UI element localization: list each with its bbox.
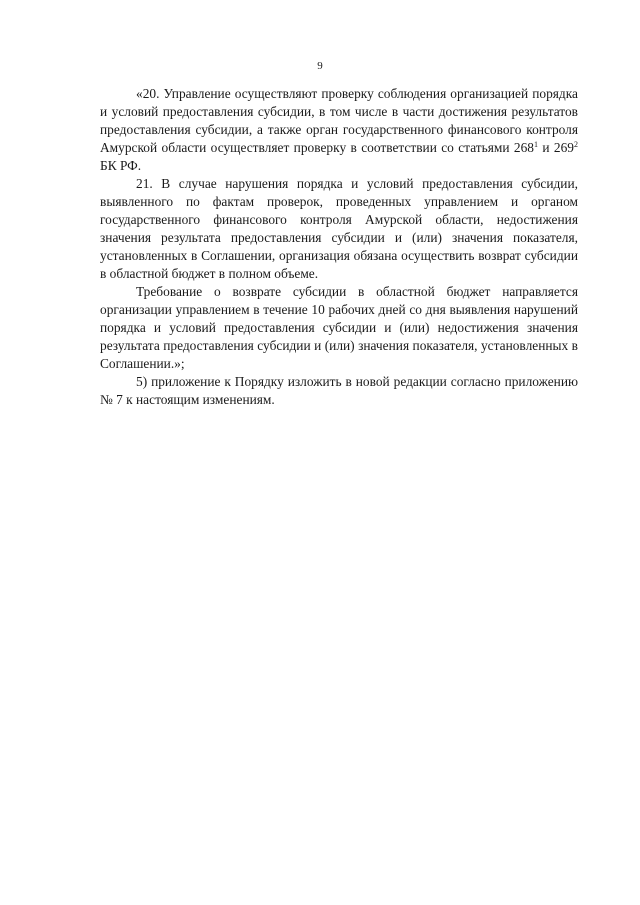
paragraph-item-5: 5) приложение к Порядку изложить в новой редакции согласно приложению № 7 к настоящим изменениям. [100, 374, 578, 407]
paragraph-20-text: «20. Управление осуществляют проверку соблюдения организацией порядка и условий предоставления субсидии, в том числе в части достижения результатов предоставления субсидии, а также орган государственного финансового контроля Амурской области осуществляет проверку в соответствии со статьями 268 [100, 86, 578, 155]
article-268-superscript: 1 [534, 140, 539, 149]
paragraph-20-text-end: БК РФ. [100, 158, 142, 173]
paragraph-21: 21. В случае нарушения порядка и условий предоставления субсидии, выявленного по фактам проверок, проведенных управлением и органом государственного финансового контроля Амурской области, недостижения значения результата предоставления субсидии и (или) значения показателя, установленных в Соглашении, организация обязана осуществить возврат субсидии в областной бюджет в полном объеме. [100, 176, 578, 281]
document-body [100, 85, 578, 409]
paragraph-20-text-and: и 269 [538, 140, 575, 155]
article-269-superscript: 2 [574, 140, 579, 149]
page-number: 9 [317, 60, 323, 72]
paragraph-20 [100, 85, 578, 175]
paragraph-refund-requirement: Требование о возврате субсидии в областной бюджет направляется организации управлением в течение 10 рабочих дней со дня выявления нарушений порядка и условий предоставления субсидии и (или) недостижения значения результата предоставления субсидии и (или) значения показателя, установленных в Соглашении.»; [100, 284, 578, 371]
